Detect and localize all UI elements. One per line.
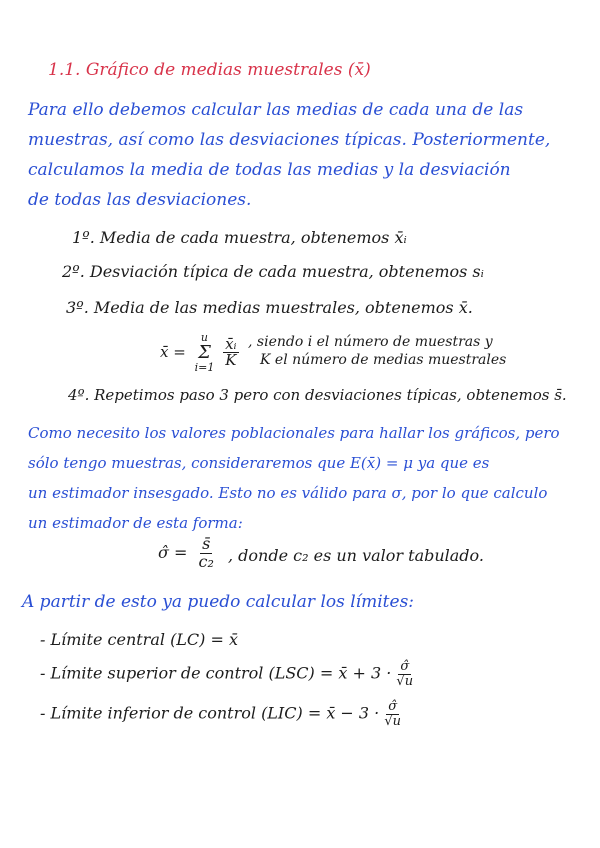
mean-note-1: , siendo i el número de muestras y: [248, 334, 493, 350]
para2-line-2: sólo tengo muestras, consideraremos que E(x̄) = μ ya que es: [28, 454, 490, 472]
sigma-formula: [158, 536, 214, 571]
limit-lower-fraction: [384, 700, 401, 728]
intro-line-1: Para ello debemos calcular las medias de cada una de las: [28, 100, 524, 120]
limit-lower: [40, 700, 401, 728]
para2-line-1: Como necesito los valores poblacionales para hallar los gráficos, pero: [28, 424, 560, 442]
sigma-fraction: [199, 536, 214, 571]
sum-top: u: [200, 331, 208, 344]
step-4: 4º. Repetimos paso 3 pero con desviaciones típicas, obtenemos s̄.: [68, 386, 567, 404]
sigma-lhs: σ̂ =: [158, 542, 188, 562]
sigma-note: , donde c₂ es un valor tabulado.: [228, 546, 484, 565]
mean-numerator: x̄ᵢ: [225, 334, 237, 353]
sigma-numerator: s̄: [202, 534, 211, 553]
limit-upper-fraction: [396, 660, 413, 688]
mean-note-2: K el número de medias muestrales: [260, 352, 507, 368]
step-2: 2º. Desviación típica de cada muestra, obtenemos sᵢ: [62, 262, 484, 281]
mean-formula: [160, 332, 239, 374]
limit-central-label: - Límite central (LC) = x̄: [40, 630, 239, 649]
intro-line-4: de todas las desviaciones.: [28, 190, 252, 210]
step-1: 1º. Media de cada muestra, obtenemos x̄ᵢ: [72, 228, 407, 247]
para2-line-3: un estimador insesgado. Esto no es válido para σ, por lo que calculo: [28, 484, 548, 502]
sum-bottom: i=1: [194, 361, 215, 375]
limit-upper-num: σ̂: [400, 659, 410, 674]
limits-intro: A partir de esto ya puedo calcular los límites:: [22, 592, 415, 612]
mean-fraction: [223, 334, 238, 370]
sum-operator: [195, 332, 215, 374]
sum-symbol: Σ: [198, 341, 211, 363]
limit-lower-label: - Límite inferior de control (LIC) = x̄ − 3 ·: [40, 703, 380, 723]
mean-formula-lhs: x̄ =: [160, 342, 186, 361]
mean-denominator: K: [225, 351, 237, 370]
limit-lower-num: σ̂: [388, 699, 398, 714]
limit-upper-den: √u: [396, 673, 414, 689]
limit-lower-den: √u: [384, 713, 402, 729]
para2-line-4: un estimador de esta forma:: [28, 514, 243, 532]
intro-line-2: muestras, así como las desviaciones típicas. Posteriormente,: [28, 130, 551, 150]
sigma-denominator: c₂: [198, 551, 214, 571]
limit-upper-label: - Límite superior de control (LSC) = x̄ + 3 ·: [40, 663, 392, 683]
limit-upper: [40, 660, 413, 688]
intro-line-3: calculamos la media de todas las medias y la desviación: [28, 160, 511, 180]
step-3: 3º. Media de las medias muestrales, obtenemos x̄.: [66, 298, 473, 317]
section-title: 1.1. Gráfico de medias muestrales (x̄): [48, 60, 371, 80]
limit-central: [40, 630, 238, 649]
